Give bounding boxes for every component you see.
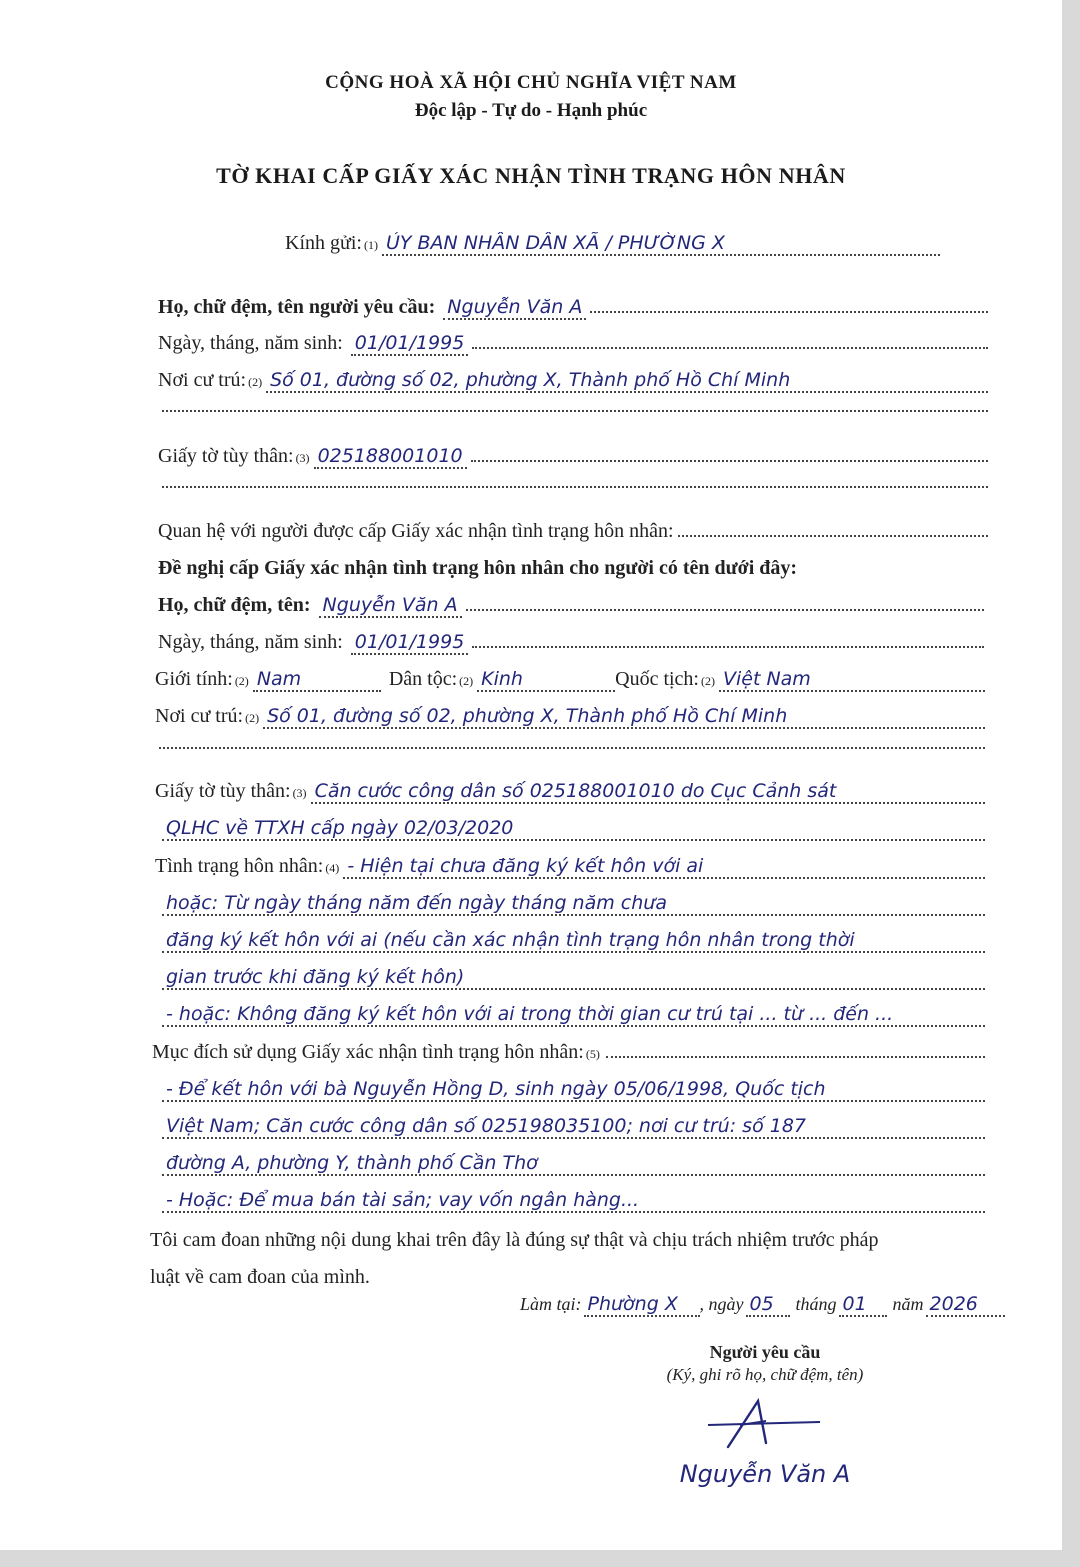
declaration-text-1: Tôi cam đoan những nội dung khai trên đây là đúng sự thật và chịu trách nhiệm trước pháp <box>150 1229 879 1251</box>
applicant-dob-label: Ngày, tháng, năm sinh: <box>158 332 343 354</box>
purpose-row <box>152 1041 985 1064</box>
year-label: năm <box>892 1294 924 1314</box>
marital-line-3: đăng ký kết hôn với ai (nếu cần xác nhận tình trạng hôn nhân trong thời <box>162 929 985 953</box>
note-marker: (5) <box>585 1047 600 1061</box>
motto-heading: Độc lập - Tự do - Hạnh phúc <box>414 100 648 121</box>
applicant-id-label: Giấy tờ tùy thân: <box>158 445 294 467</box>
form-title: TỜ KHAI CẤP GIẤY XÁC NHẬN TÌNH TRẠNG HÔN NHÂN <box>216 163 846 188</box>
subject-id-value-1: Căn cước công dân số 025188001010 do Cục Cảnh sát <box>311 780 985 804</box>
note-marker: (2) <box>245 711 260 725</box>
dotted-line <box>590 307 988 313</box>
signer-name: Nguyễn Văn A <box>679 1460 851 1488</box>
declaration-text-2: luật về cam đoan của mình. <box>150 1266 370 1288</box>
dotted-line <box>472 642 984 648</box>
marital-line-4: gian trước khi đăng ký kết hôn) <box>162 966 985 990</box>
dotted-line <box>466 605 984 611</box>
subject-dob-label: Ngày, tháng, năm sinh: <box>158 631 343 653</box>
marital-row-5 <box>160 1003 985 1027</box>
applicant-residence-row <box>158 369 988 393</box>
marital-row-2 <box>160 892 985 916</box>
note-marker: (1) <box>363 238 378 252</box>
applicant-residence-label: Nơi cư trú: <box>158 369 247 391</box>
subject-residence-value: Số 01, đường số 02, phường X, Thành phố Hồ Chí Minh <box>263 705 985 729</box>
applicant-name-row <box>158 296 988 320</box>
applicant-residence-value: Số 01, đường số 02, phường X, Thành phố Hồ Chí Minh <box>266 369 988 393</box>
dotted-line <box>606 1052 985 1058</box>
subject-gender-row <box>155 668 985 692</box>
subject-id-row <box>155 780 985 804</box>
subject-id-value-2: QLHC về TTXH cấp ngày 02/03/2020 <box>162 817 985 841</box>
gender-label: Giới tính: <box>155 668 233 690</box>
declaration-line-2 <box>150 1266 370 1289</box>
declaration-line-1 <box>150 1229 878 1252</box>
applicant-dob-value: 01/01/1995 <box>351 332 469 356</box>
signature-mark <box>700 1395 830 1455</box>
marital-row <box>155 855 985 879</box>
recipient-label: Kính gửi: <box>285 232 362 254</box>
marital-row-3 <box>160 929 985 953</box>
place-value: Phường X <box>584 1293 700 1317</box>
note-marker: (3) <box>295 451 310 465</box>
blank-line <box>158 406 988 412</box>
relation-row <box>158 520 988 543</box>
relation-label: Quan hệ với người được cấp Giấy xác nhận tình trạng hôn nhân: <box>158 520 674 542</box>
day-label: , ngày <box>699 1294 744 1314</box>
purpose-row-3 <box>160 1152 985 1176</box>
marital-label: Tình trạng hôn nhân: <box>155 855 324 877</box>
note-marker: (4) <box>325 861 340 875</box>
subject-dob-value: 01/01/1995 <box>351 631 469 655</box>
dotted-line <box>162 406 988 412</box>
nationality-label: Quốc tịch: <box>615 668 699 690</box>
dotted-line <box>471 456 988 462</box>
gender-value: Nam <box>253 668 381 692</box>
note-marker: (3) <box>292 786 307 800</box>
blank-line <box>158 482 988 488</box>
request-heading-text: Đề nghị cấp Giấy xác nhận tình trạng hôn nhân cho người có tên dưới đây: <box>158 557 798 579</box>
marital-line-5: - hoặc: Không đăng ký kết hôn với ai trong thời gian cư trú tại ... từ ... đến ... <box>162 1003 985 1027</box>
marital-line-2: hoặc: Từ ngày tháng năm đến ngày tháng năm chưa <box>162 892 985 916</box>
subject-name-label: Họ, chữ đệm, tên: <box>158 594 311 616</box>
dotted-line <box>678 531 989 537</box>
purpose-label: Mục đích sử dụng Giấy xác nhận tình trạng hôn nhân: <box>152 1041 584 1063</box>
subject-dob-row <box>158 631 984 655</box>
purpose-line-1: - Để kết hôn với bà Nguyễn Hồng D, sinh ngày 05/06/1998, Quốc tịch <box>162 1078 985 1102</box>
dotted-line <box>162 482 988 488</box>
ethnicity-value: Kinh <box>477 668 615 692</box>
subject-name-row <box>158 594 984 618</box>
nation-heading: CỘNG HOÀ XÃ HỘI CHỦ NGHĨA VIỆT NAM <box>325 72 737 93</box>
signer-title: Người yêu cầu <box>709 1342 821 1362</box>
month-value: 01 <box>839 1293 887 1317</box>
subject-name-value: Nguyễn Văn A <box>319 594 462 618</box>
purpose-line-4: - Hoặc: Để mua bán tài sản; vay vốn ngân hàng... <box>162 1189 985 1213</box>
marital-row-4 <box>160 966 985 990</box>
note-marker: (2) <box>248 375 263 389</box>
purpose-row-2 <box>160 1115 985 1139</box>
subject-residence-label: Nơi cư trú: <box>155 705 244 727</box>
recipient-row <box>285 232 940 256</box>
signer-instruction: (Ký, ghi rõ họ, chữ đệm, tên) <box>666 1365 864 1384</box>
year-value: 2026 <box>926 1293 1005 1317</box>
marital-line-1: - Hiện tại chưa đăng ký kết hôn với ai <box>343 855 985 879</box>
applicant-name-value: Nguyễn Văn A <box>443 296 586 320</box>
note-marker: (2) <box>459 674 474 688</box>
recipient-value: ỦY BAN NHÂN DÂN XÃ / PHƯỜNG X <box>382 232 940 256</box>
applicant-name-label: Họ, chữ đệm, tên người yêu cầu: <box>158 296 436 318</box>
ethnicity-label: Dân tộc: <box>388 668 458 690</box>
dotted-line <box>472 343 988 349</box>
request-heading <box>158 557 988 580</box>
day-value: 05 <box>746 1293 790 1317</box>
subject-id-label: Giấy tờ tùy thân: <box>155 780 291 802</box>
dotted-line <box>159 743 985 749</box>
subject-id-row-2 <box>160 817 985 841</box>
purpose-row-4 <box>160 1189 985 1213</box>
purpose-row-1 <box>160 1078 985 1102</box>
applicant-id-value: 025188001010 <box>314 445 467 469</box>
place-date-row <box>520 1293 1005 1317</box>
purpose-line-3: đường A, phường Y, thành phố Cần Thơ <box>162 1152 985 1176</box>
note-marker: (2) <box>701 674 715 688</box>
subject-residence-row <box>155 705 985 729</box>
blank-line <box>155 743 985 749</box>
place-label: Làm tại: <box>520 1294 582 1314</box>
applicant-id-row <box>158 445 988 469</box>
applicant-dob-row <box>158 332 988 356</box>
note-marker: (2) <box>234 674 249 688</box>
nationality-value: Việt Nam <box>719 668 985 692</box>
purpose-line-2: Việt Nam; Căn cước công dân số 025198035100; nơi cư trú: số 187 <box>162 1115 985 1139</box>
month-label: tháng <box>795 1294 837 1314</box>
